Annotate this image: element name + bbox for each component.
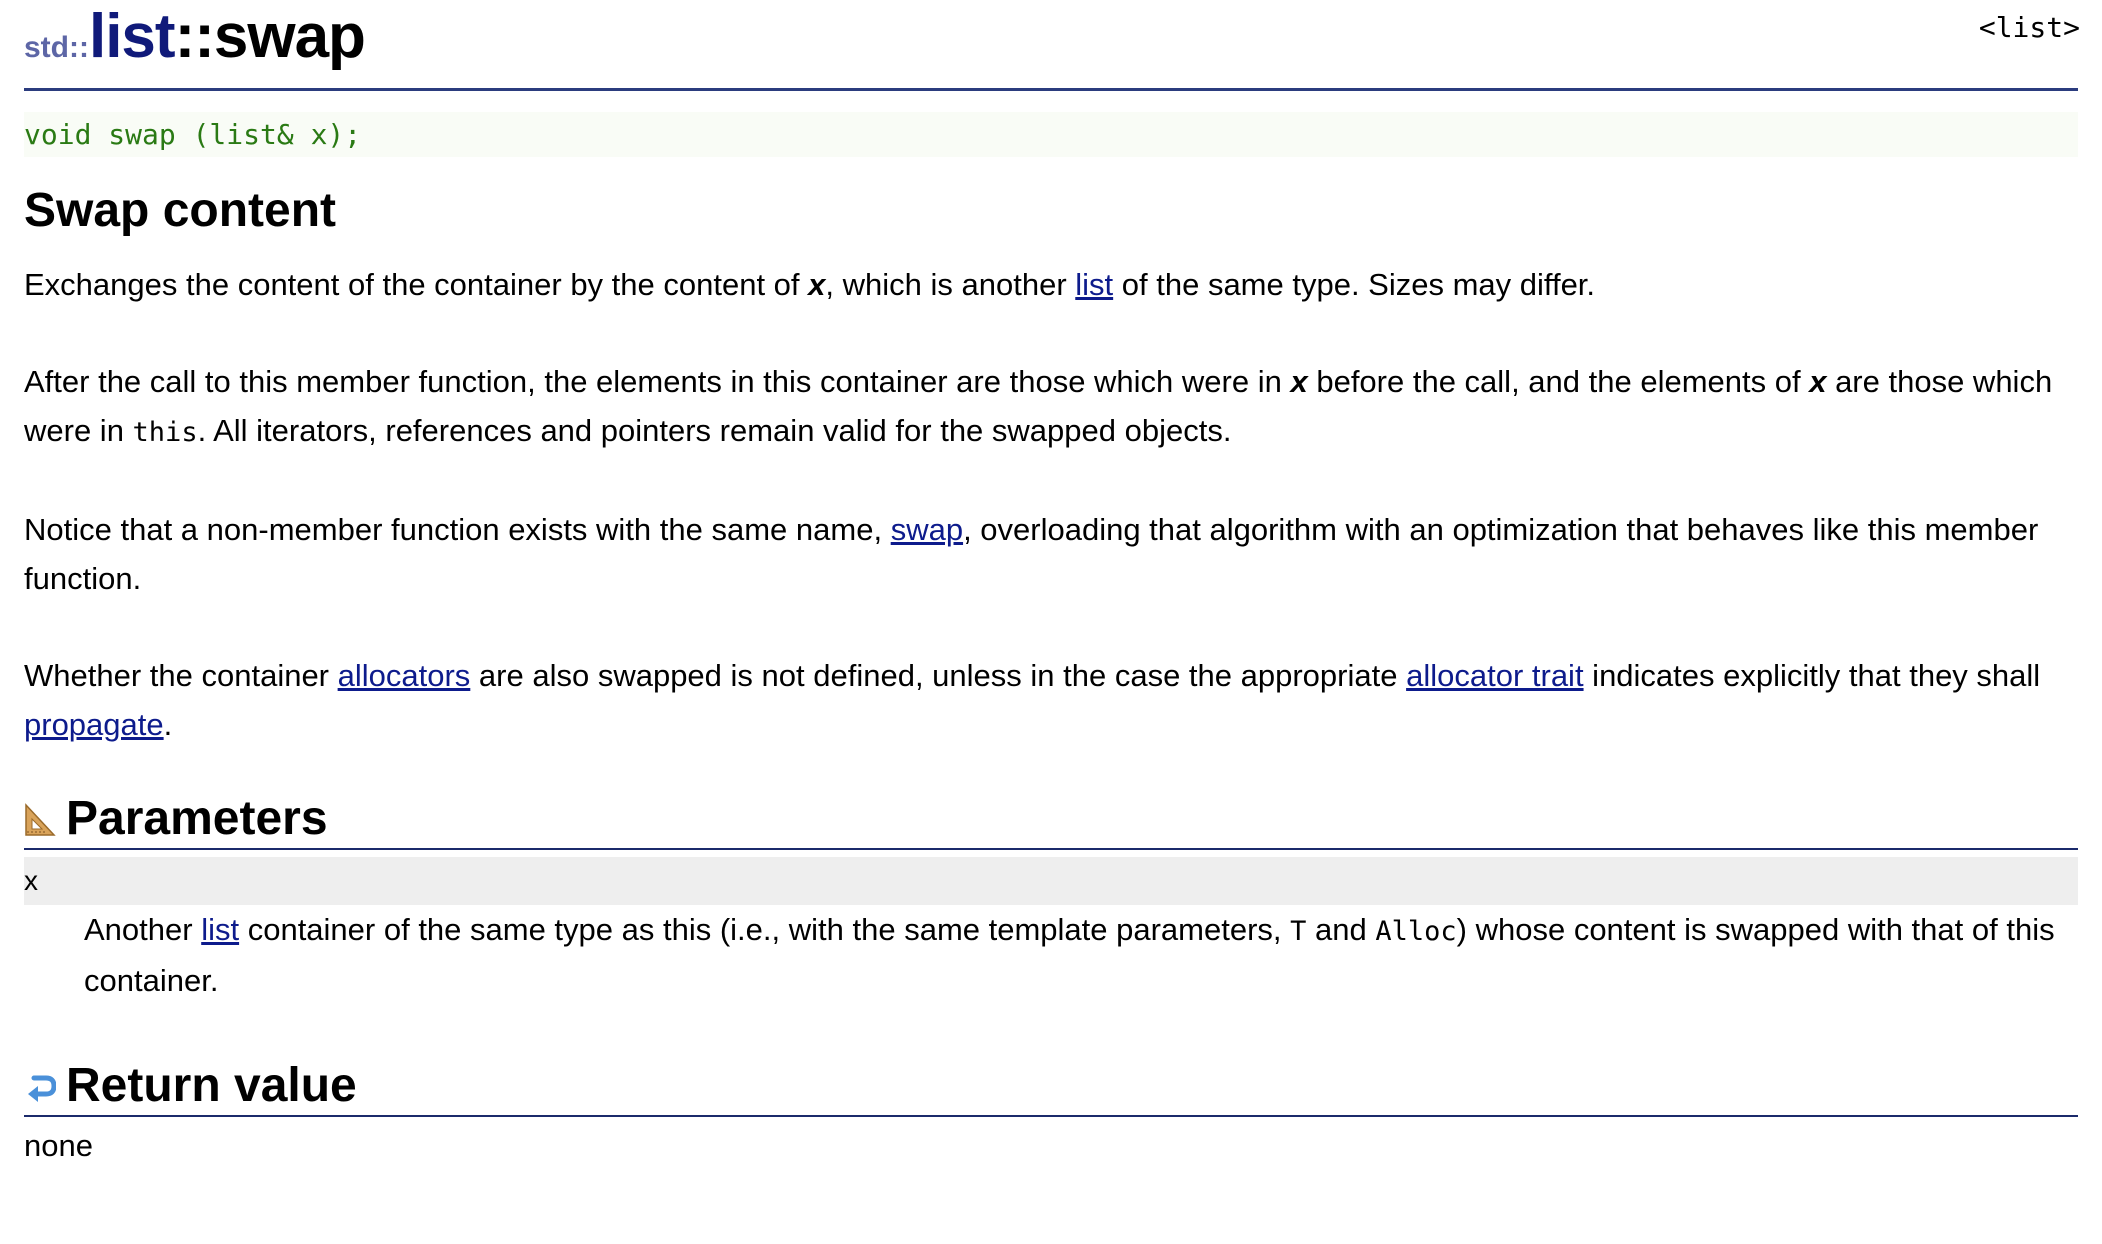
text: , which is another [825, 267, 1076, 302]
param-ref-x: x [808, 267, 826, 302]
return-value-text: none [24, 1128, 93, 1163]
text: Another [84, 912, 202, 947]
text: Notice that a non-member function exists with the same name, [24, 512, 891, 547]
allocator-trait-link[interactable]: allocator trait [1406, 658, 1584, 693]
text: After the call to this member function, the elements in this container are those which were in [24, 364, 1291, 399]
swap-link[interactable]: swap [890, 512, 964, 547]
text: ) whose content is swapped with that of this container. [84, 912, 2055, 998]
page-title [24, 0, 2078, 91]
parameters-section-header [24, 789, 2078, 850]
text: Exchanges the content of the container by the content of [24, 267, 809, 302]
text: indicates explicitly that they shall [1583, 658, 2041, 693]
return-arrow-icon [24, 1069, 56, 1103]
description-paragraph-4 [24, 651, 2078, 749]
text: of the same type. Sizes may differ. [1113, 267, 1596, 302]
list-link[interactable]: list [201, 912, 240, 947]
param-ref-x: x [1290, 364, 1308, 399]
text: and [1306, 912, 1376, 947]
parameters-heading: Parameters [66, 791, 328, 845]
set-square-icon [24, 802, 56, 836]
list-link[interactable]: list [1075, 267, 1114, 302]
member-name: ::swap [174, 2, 365, 71]
param-name-x: x [24, 857, 2078, 905]
header-include-label: <list> [1978, 11, 2080, 44]
param-description [24, 905, 2078, 1005]
text: Whether the container [24, 658, 338, 693]
param-ref-x: x [1809, 364, 1827, 399]
text: before the call, and the elements of [1307, 364, 1810, 399]
text: . All iterators, references and pointers remain valid for the swapped objects. [197, 413, 1232, 448]
description-paragraph-3 [24, 505, 2078, 603]
code-T: T [1290, 916, 1307, 947]
return-value-heading: Return value [66, 1058, 357, 1112]
code-this: this [132, 417, 198, 448]
text: are those which were in [24, 364, 2053, 448]
allocators-link[interactable]: allocators [337, 658, 471, 693]
class-name: list [88, 2, 175, 71]
text: . [163, 707, 173, 742]
description-paragraph-2 [24, 357, 2078, 457]
text: are also swapped is not defined, unless in the case the appropriate [470, 658, 1407, 693]
text: container of the same type as this (i.e., with the same template parameters, [239, 912, 1291, 947]
propagate-link[interactable]: propagate [24, 707, 164, 742]
code-Alloc: Alloc [1375, 916, 1457, 947]
return-value-section-header [24, 1056, 2078, 1117]
namespace-prefix: std:: [24, 31, 89, 64]
text: , overloading that algorithm with an optimization that behaves like this member function. [24, 512, 2039, 596]
description-heading: Swap content [24, 184, 337, 237]
description-paragraph-1 [24, 260, 2078, 309]
function-prototype: void swap (list& x); [24, 112, 2078, 157]
